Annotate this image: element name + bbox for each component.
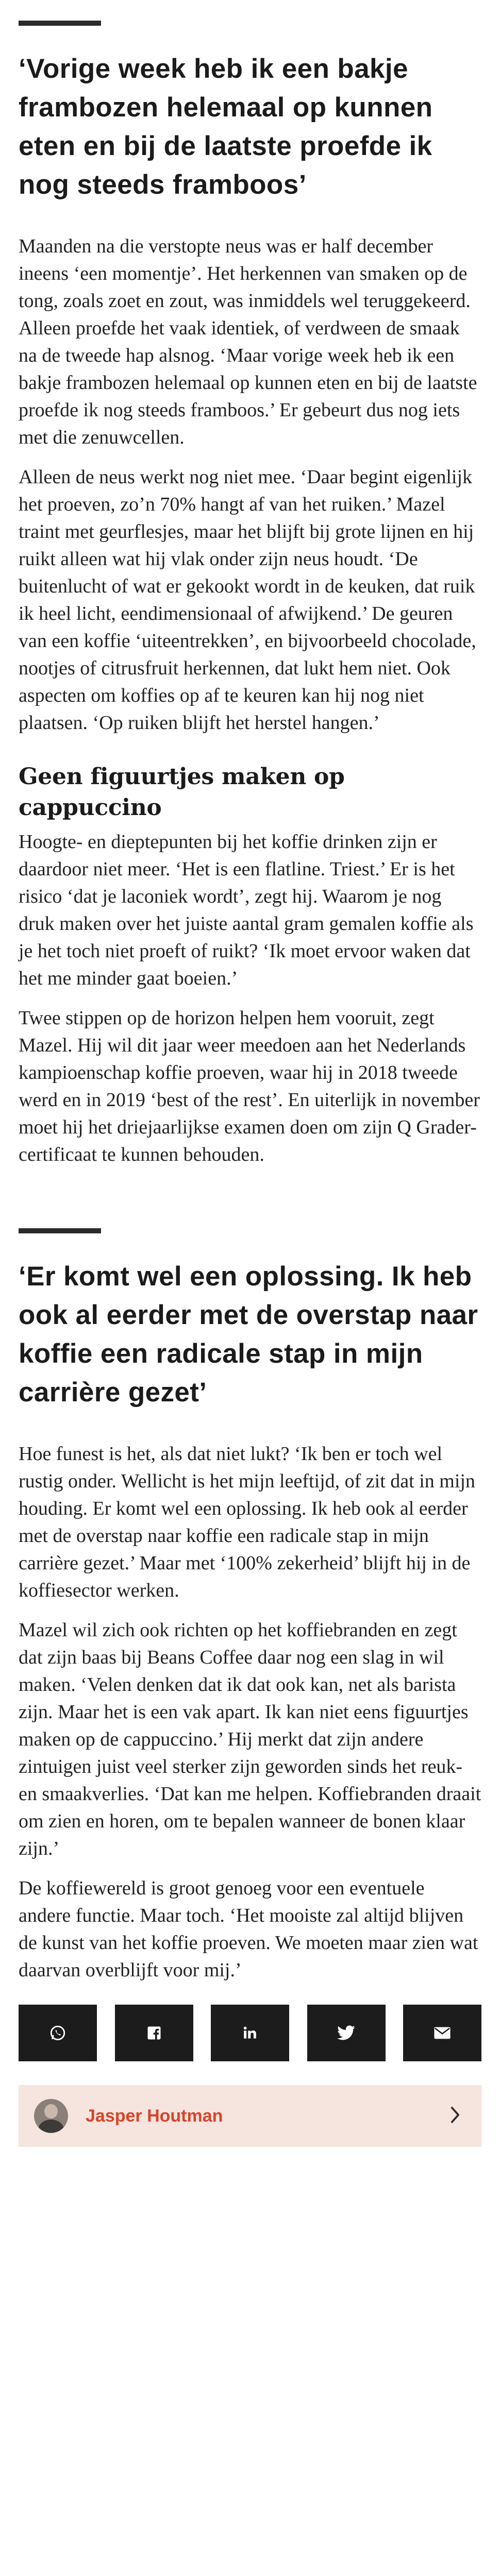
linkedin-icon: [242, 2025, 258, 2041]
section-heading: Geen figuurtjes maken op cappuccino: [19, 764, 345, 821]
pull-quote-text: ‘Er komt wel een oplossing. Ik heb ook al eerder met de overstap naar koffie een radicale stap in mijn carrière gezet’: [19, 1261, 478, 1408]
chevron-right-icon: [449, 2106, 461, 2126]
spacer: [19, 1181, 481, 1228]
quote-bar: [19, 21, 101, 26]
share-linkedin-button[interactable]: [211, 2005, 289, 2061]
twitter-icon: [337, 2025, 356, 2041]
article-paragraph: Alleen de neus werkt nog niet mee. ‘Daar begint eigenlijk het proeven, zo’n 70% hangt af van het ruiken.’ Mazel traint met geurflesjes, maar het blijft bij grote lijnen en hij ruikt alleen wat hij vlak onder zijn neus houdt. ‘De buitenlucht of wat er gekookt wordt in de keuken, dat ruik ik heel licht, eendimensionaal of afwijkend.’ De geuren van een koffie ‘uiteentrekken’, en bijvoorbeeld chocolade, nootjes of citrusfruit herkennen, dat lukt hem niet. Ook aspecten om koffies op af te keuren kan hij nog niet plaatsen. ‘Op ruiken blijft het herstel hangen.’: [19, 466, 476, 734]
article-paragraph: Hoogte- en dieptepunten bij het koffie drinken zijn er daardoor niet meer. ‘Het is een flatline. Triest.’ Er is het risico ‘dat je laconiek wordt’, zegt hij. Waarom je nog druk maken over het juiste aantal gram gemalen koffie als je het toch niet proeft of ruikt? ‘Ik moet ervoor waken dat het me minder gaat boeien.’: [19, 831, 474, 989]
quote-bar: [19, 1228, 101, 1233]
facebook-icon: [146, 2025, 162, 2041]
article-paragraph: Mazel wil zich ook richten op het koffiebranden en zegt dat zijn baas bij Beans Coffee daar nog een slag in wil maken. ‘Velen denken dat ik dat ook kan, net als barista zijn. Maar het is een vak apart. Ik kan niet eens figuurtjes maken op de cappuccino.’ Hij merkt dat zijn andere zintuigen juist veel sterker zijn geworden sinds het reuk- en smaakverlies. ‘Dat kan me helpen. Koffiebranden draait om zien en horen, om te bepalen wanneer de bonen klaar zijn.’: [19, 1619, 481, 1859]
author-name: Jasper Houtman: [86, 2106, 223, 2126]
pull-quote-1: [19, 21, 481, 204]
share-twitter-button[interactable]: [307, 2005, 386, 2061]
pull-quote-text: ‘Vorige week heb ik een bakje frambozen helemaal op kunnen eten en bij de laatste proefde ik nog steeds framboos’: [19, 54, 433, 200]
share-whatsapp-button[interactable]: [19, 2005, 97, 2061]
mail-icon: [434, 2026, 451, 2040]
whatsapp-icon: [49, 2024, 66, 2042]
pull-quote-2: [19, 1228, 481, 1412]
article-paragraph: Maanden na die verstopte neus was er half december ineens ‘een momentje’. Het herkennen van smaken op de tong, zoals zoet en zout, was inmiddels wel teruggekeerd. Alleen proefde het vaak identiek, of verdween de smaak na de tweede hap alsnog. ‘Maar vorige week heb ik een bakje frambozen helemaal op kunnen eten en bij de laatste proefde ik nog steeds framboos.’ Er gebeurt dus nog iets met die zenuwcellen.: [19, 235, 477, 448]
avatar: [34, 2099, 68, 2133]
article-paragraph: Hoe funest is het, als dat niet lukt? ‘Ik ben er toch wel rustig onder. Wellicht is het mijn leeftijd, of zit dat in mijn houding. Er komt wel een oplossing. Ik heb ook al eerder met de overstap naar koffie een radicale stap in mijn carrière gezet.’ Maar met ‘100% zekerheid’ blijft hij in de koffiesector werken.: [19, 1443, 475, 1601]
article-paragraph: Twee stippen op de horizon helpen hem vooruit, zegt Mazel. Hij wil dit jaar weer meedoen aan het Nederlands kampioenschap koffie proeven, waar hij in 2018 tweede werd en in 2019 ‘best of the rest’. En uiterlijk in november moet hij het driejaarlijkse examen doen om zijn Q Grader-certificaat te kunnen behouden.: [19, 1007, 480, 1165]
share-buttons: [19, 2005, 481, 2061]
author-link[interactable]: [19, 2085, 481, 2147]
article-paragraph: De koffiewereld is groot genoeg voor een eventuele andere functie. Maar toch. ‘Het mooiste zal altijd blijven de kunst van het koffie proeven. We moeten maar zien wat daarvan overblijft voor mij.’: [19, 1877, 478, 1981]
share-mail-button[interactable]: [403, 2005, 481, 2061]
share-facebook-button[interactable]: [115, 2005, 193, 2061]
